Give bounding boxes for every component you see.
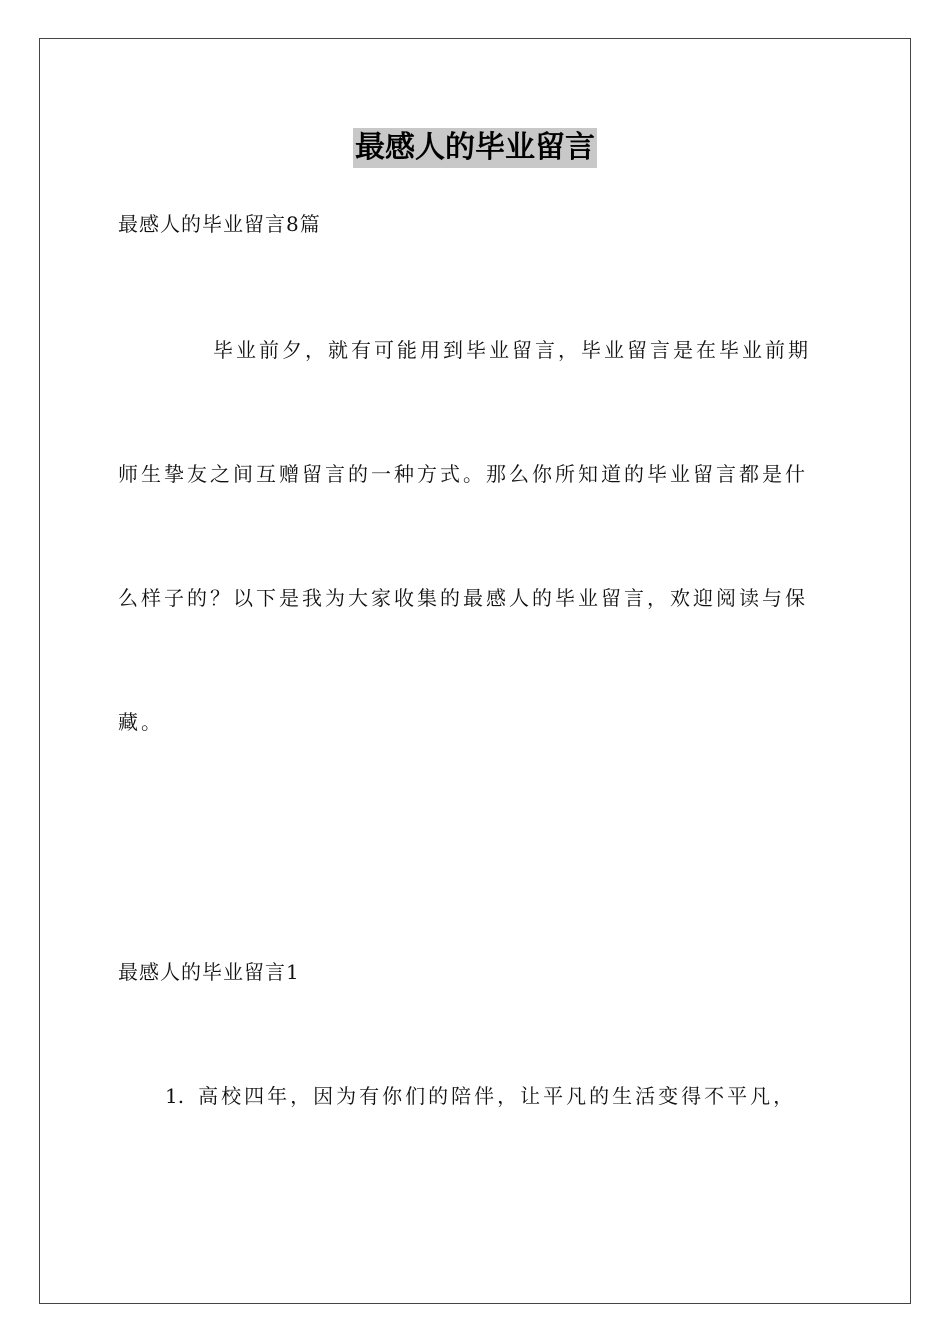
document-title: 最感人的毕业留言 [353,128,597,168]
list-item [165,1084,796,1108]
intro-line-4: 藏。 [118,710,164,734]
intro-line-1: 毕业前夕，就有可能用到毕业留言，毕业留言是在毕业前期 [213,338,811,362]
intro-line-2: 师生挚友之间互赠留言的一种方式。那么你所知道的毕业留言都是什 [118,462,808,486]
list-item-number: 1. [165,1084,185,1108]
section-heading: 最感人的毕业留言1 [118,960,300,984]
document-subtitle: 最感人的毕业留言8篇 [118,212,321,236]
list-item-text: 高校四年，因为有你们的陪伴，让平凡的生活变得不平凡， [198,1084,797,1108]
intro-line-3: 么样子的？以下是我为大家收集的最感人的毕业留言，欢迎阅读与保 [118,586,808,610]
title-container [0,128,950,168]
